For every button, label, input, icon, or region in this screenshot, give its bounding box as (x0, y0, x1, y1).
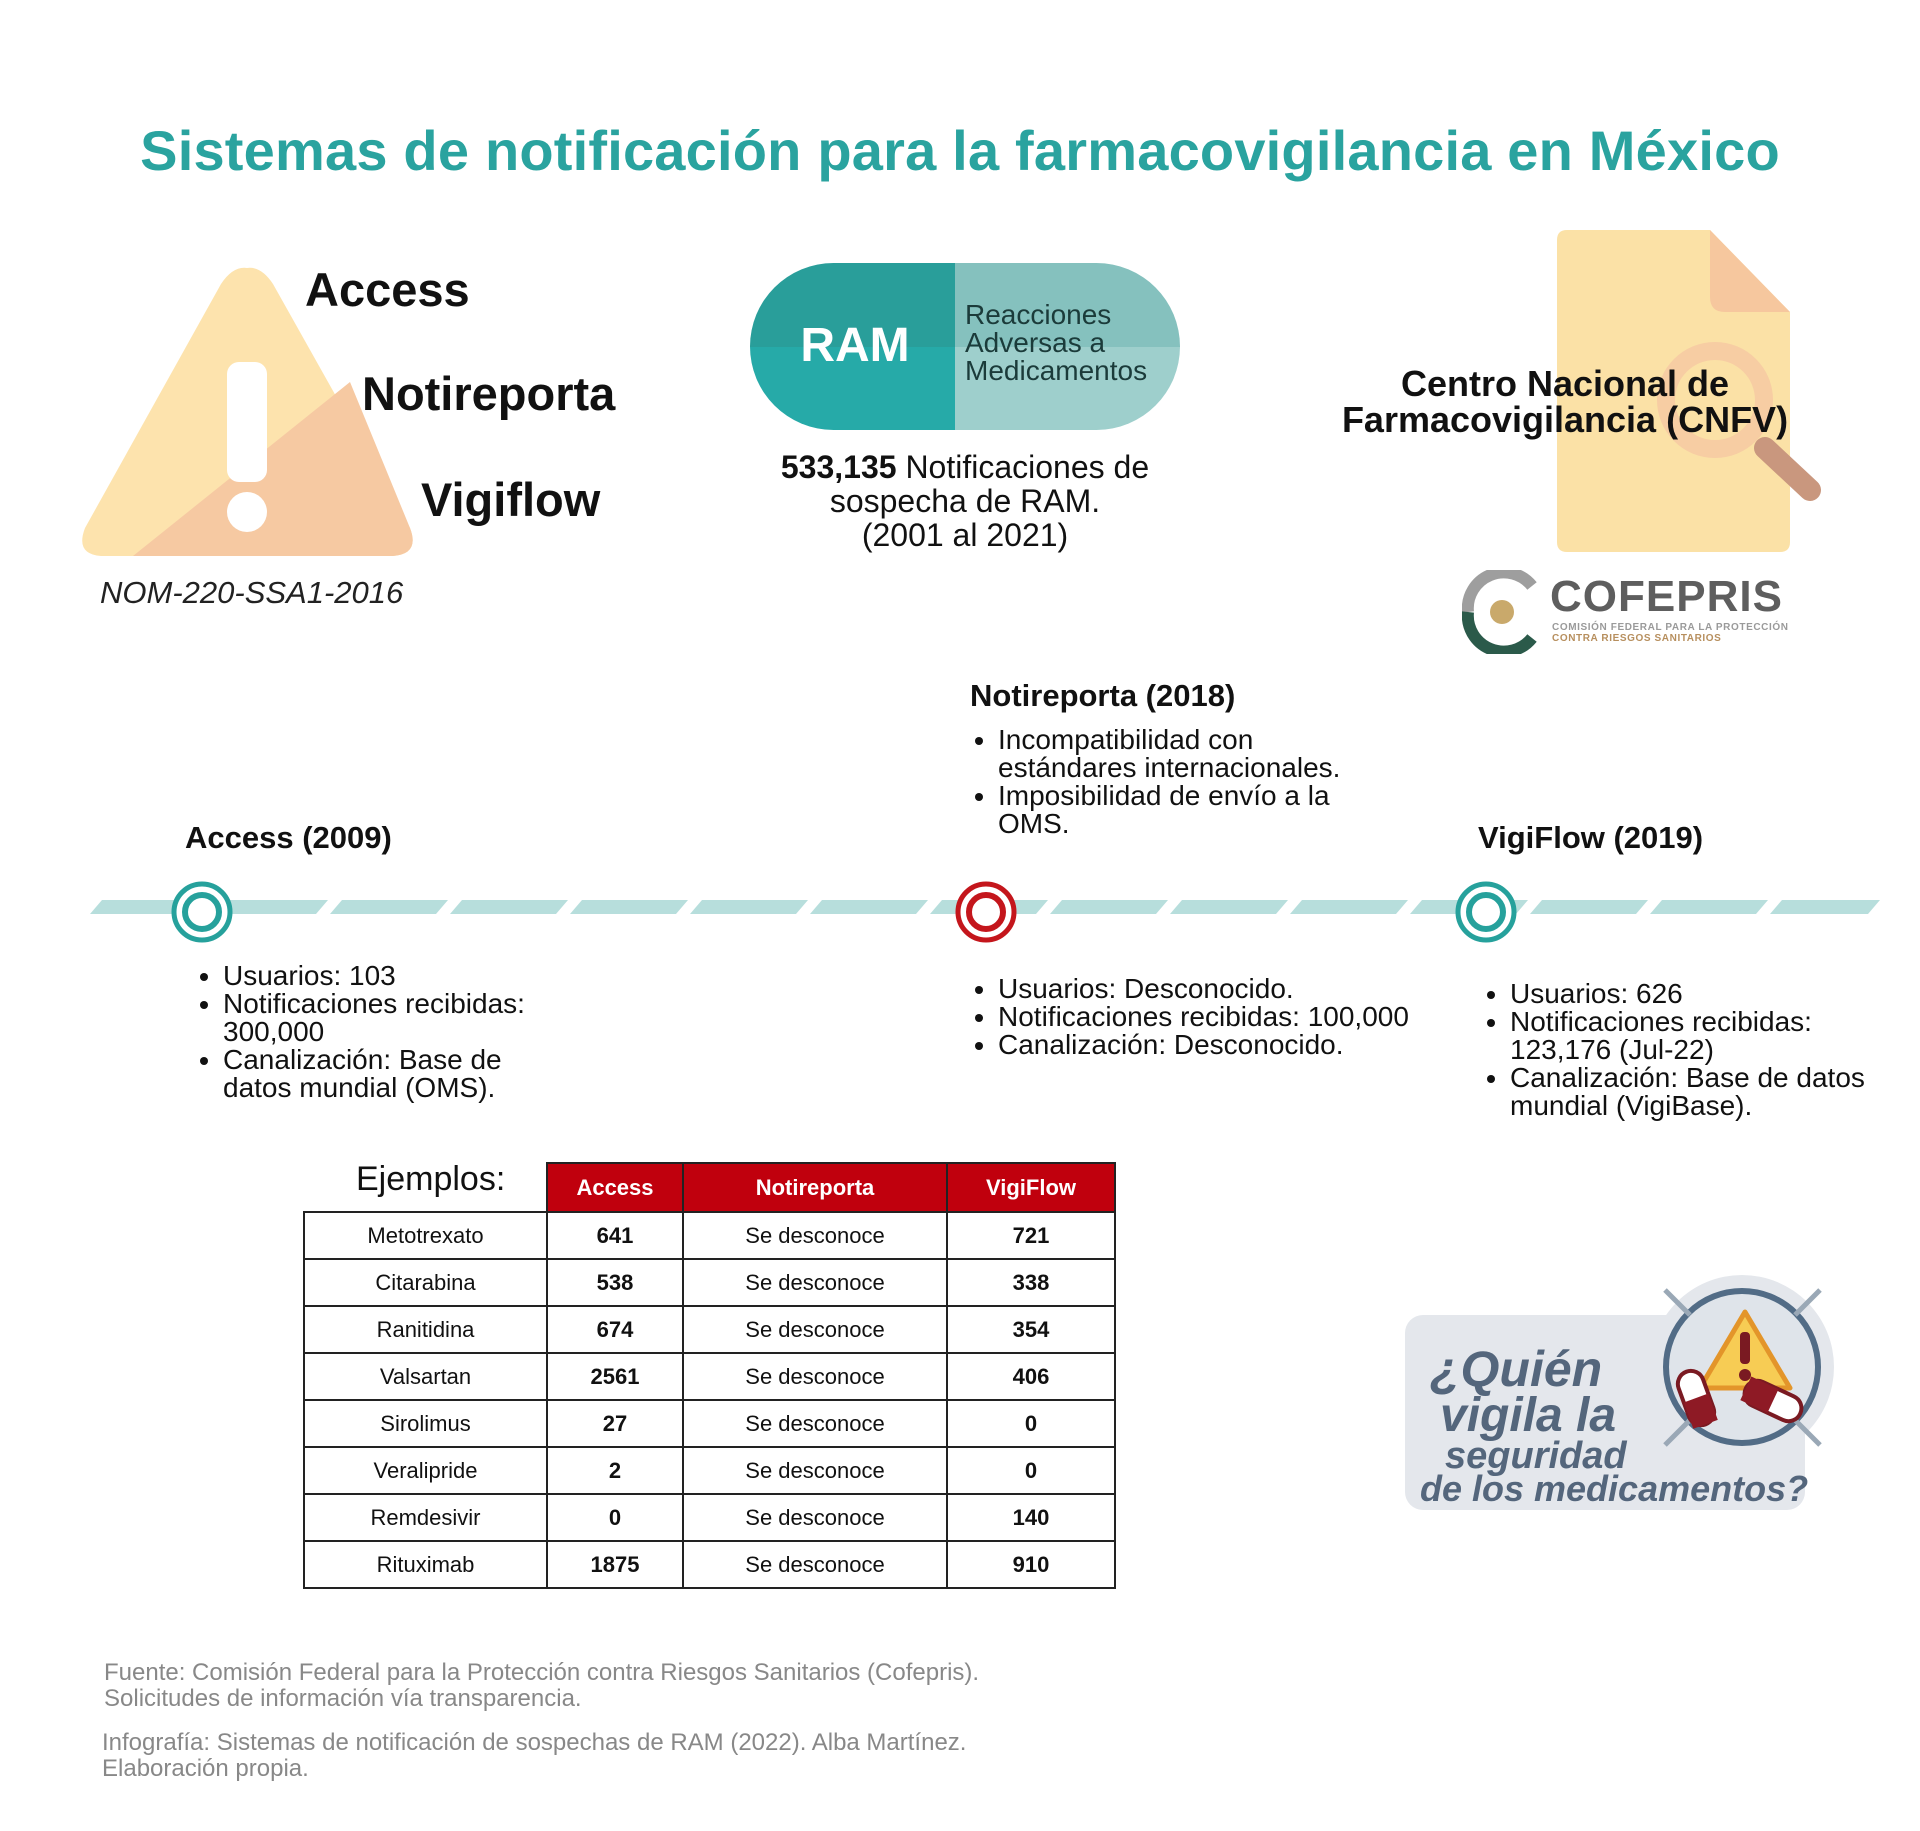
drug-name: Metotrexato (304, 1212, 547, 1259)
cnfv-label (1315, 363, 1815, 440)
access-bullets (185, 962, 563, 1102)
header-access: Access (547, 1163, 683, 1212)
vigiflow-value: 140 (947, 1494, 1115, 1541)
system-vigiflow: Vigiflow (421, 473, 601, 526)
ram-count (740, 450, 1190, 552)
table-row (304, 1400, 1115, 1447)
vigiflow-value: 338 (947, 1259, 1115, 1306)
header-notireporta: Notireporta (683, 1163, 947, 1212)
vigiflow-value: 406 (947, 1353, 1115, 1400)
vigiflow-value: 0 (947, 1400, 1115, 1447)
quien-vigila-logo (1400, 1270, 1840, 1510)
access-value: 674 (547, 1306, 683, 1353)
source-line: Fuente: Comisión Federal para la Protección contra Riesgos Sanitarios (Cofepris). (104, 1659, 980, 1686)
vigiflow-title: VigiFlow (2019) (1478, 820, 1704, 855)
access-value: 0 (547, 1494, 683, 1541)
ram-abbr: RAM (800, 319, 910, 372)
ram-count-line2: sospecha de RAM. (829, 483, 1101, 519)
list-item: • Canalización: Base de datos mundial (VigiBase). (1510, 1064, 1890, 1120)
system-notireporta: Notireporta (362, 367, 616, 420)
source-line: Solicitudes de información vía transparencia. (104, 1685, 582, 1712)
notireporta-title: Notireporta (2018) (970, 678, 1236, 713)
table-row (304, 1259, 1115, 1306)
notireporta-value: Se desconoce (683, 1541, 947, 1588)
examples-table (303, 1162, 1116, 1589)
ram-meaning-line: Medicamentos (965, 355, 1148, 386)
nom-label: NOM-220-SSA1-2016 (100, 575, 404, 610)
list-item: • Usuarios: 626 (1510, 980, 1890, 1008)
header-vigiflow: VigiFlow (947, 1163, 1115, 1212)
ram-count-text: Notificaciones de (905, 449, 1150, 485)
list-item: • Notificaciones recibidas: 300,000 (223, 990, 563, 1046)
drug-name: Rituximab (304, 1541, 547, 1588)
cnfv-line1: Centro Nacional de (1400, 363, 1730, 404)
table-label: Ejemplos: (356, 1160, 506, 1198)
vigiflow-value: 910 (947, 1541, 1115, 1588)
list-item: • Canalización: Desconocido. (998, 1031, 1418, 1059)
vigiflow-value: 354 (947, 1306, 1115, 1353)
credits-line: Infografía: Sistemas de notificación de sospechas de RAM (2022). Alba Martínez. (102, 1729, 967, 1756)
list-item: • Usuarios: 103 (223, 962, 563, 990)
notireporta-value: Se desconoce (683, 1306, 947, 1353)
table-row (304, 1353, 1115, 1400)
access-value: 2 (547, 1447, 683, 1494)
notireporta-value: Se desconoce (683, 1447, 947, 1494)
vigiflow-value: 0 (947, 1447, 1115, 1494)
cnfv-line2: Farmacovigilancia (CNFV) (1341, 399, 1789, 440)
cofepris-sub2: CONTRA RIESGOS SANITARIOS (1552, 633, 1722, 644)
logo-line-1: ¿Quién (1430, 1341, 1603, 1397)
cofepris-name: COFEPRIS (1550, 572, 1783, 621)
notireporta-issues (960, 726, 1368, 838)
list-item: • Canalización: Base de datos mundial (OMS). (223, 1046, 563, 1102)
access-value: 27 (547, 1400, 683, 1447)
table-row (304, 1447, 1115, 1494)
cofepris-sub1: COMISIÓN FEDERAL PARA LA PROTECCIÓN (1552, 622, 1789, 633)
ram-meaning-line: Reacciones (965, 299, 1112, 330)
drug-name: Remdesivir (304, 1494, 547, 1541)
source-block (104, 1660, 979, 1712)
access-value: 641 (547, 1212, 683, 1259)
table-row (304, 1306, 1115, 1353)
notireporta-value: Se desconoce (683, 1400, 947, 1447)
drug-name: Valsartan (304, 1353, 547, 1400)
table-row (304, 1494, 1115, 1541)
list-item: • Imposibilidad de envío a la OMS. (998, 782, 1368, 838)
access-value: 1875 (547, 1541, 683, 1588)
list-item: • Notificaciones recibidas: 123,176 (Jul-22) (1510, 1008, 1890, 1064)
credits-block (102, 1730, 966, 1782)
timeline-marker-notireporta (955, 881, 1017, 943)
access-title: Access (2009) (185, 820, 392, 855)
logo-line-4: de los medicamentos? (1420, 1468, 1809, 1509)
notireporta-value: Se desconoce (683, 1212, 947, 1259)
list-item: • Incompatibilidad con estándares internacionales. (998, 726, 1368, 782)
list-item: • Usuarios: Desconocido. (998, 975, 1418, 1003)
table-row (304, 1541, 1115, 1588)
notireporta-bullets (960, 975, 1418, 1059)
notireporta-value: Se desconoce (683, 1259, 947, 1306)
system-access: Access (305, 263, 470, 316)
drug-name: Ranitidina (304, 1306, 547, 1353)
list-item: • Notificaciones recibidas: 100,000 (998, 1003, 1418, 1031)
notireporta-value: Se desconoce (683, 1494, 947, 1541)
access-value: 538 (547, 1259, 683, 1306)
cofepris-logo-icon (1462, 570, 1542, 654)
ram-period: (2001 al 2021) (861, 517, 1069, 553)
ram-count-number: 533,135 (780, 449, 897, 485)
ram-meaning-line: Adversas a (965, 327, 1106, 358)
drug-name: Veralipride (304, 1447, 547, 1494)
medicine-alert-icon (1645, 1270, 1840, 1465)
ram-pill (750, 263, 1180, 430)
drug-name: Citarabina (304, 1259, 547, 1306)
logo-line-3: seguridad (1445, 1435, 1627, 1477)
logo-line-2: vigila la (1440, 1389, 1617, 1442)
drug-name: Sirolimus (304, 1400, 547, 1447)
table-row (304, 1212, 1115, 1259)
credits-line: Elaboración propia. (102, 1755, 309, 1782)
access-value: 2561 (547, 1353, 683, 1400)
notireporta-value: Se desconoce (683, 1353, 947, 1400)
timeline-marker-vigiflow (1455, 881, 1517, 943)
vigiflow-value: 721 (947, 1212, 1115, 1259)
vigiflow-bullets (1472, 980, 1890, 1120)
timeline-marker-access (171, 881, 233, 943)
page-title: Sistemas de notificación para la farmacovigilancia en México (140, 119, 1780, 182)
